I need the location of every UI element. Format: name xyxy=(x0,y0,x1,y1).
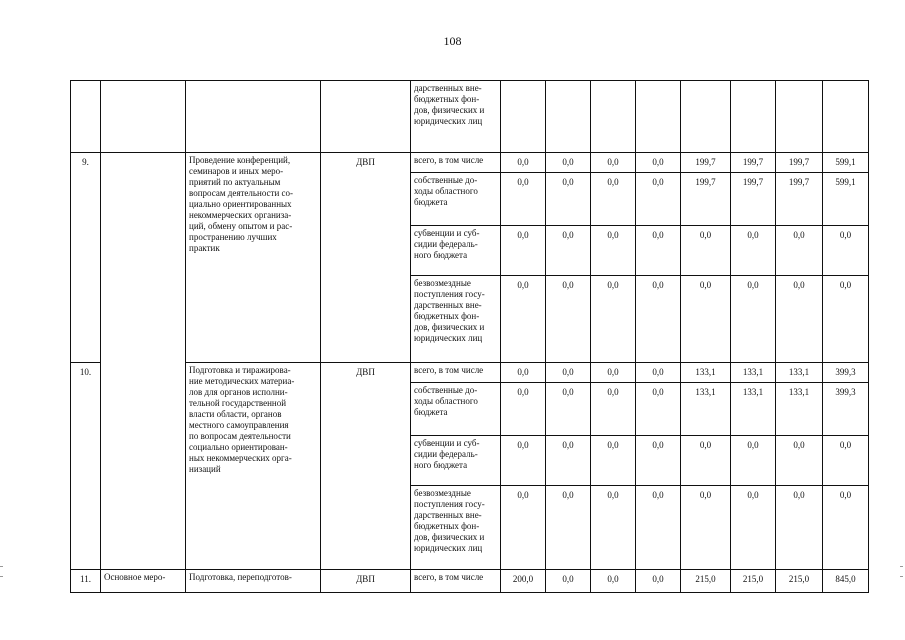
edge-mark xyxy=(0,566,3,567)
value-cell: 0,0 xyxy=(730,275,776,363)
value-cell: 133,1 xyxy=(680,362,731,383)
value-cell: 133,1 xyxy=(730,382,776,436)
value-cell: 0,0 xyxy=(590,382,636,436)
value-cell: 0,0 xyxy=(822,435,869,486)
value-cell: 0,0 xyxy=(822,485,869,570)
value-cell: 0,0 xyxy=(680,485,731,570)
value-cell: 0,0 xyxy=(500,485,546,570)
value-cell: 0,0 xyxy=(500,225,546,276)
value-cell: 0,0 xyxy=(775,275,823,363)
value-cell: 0,0 xyxy=(635,382,681,436)
event-cell-top xyxy=(100,80,186,153)
value-cell: 0,0 xyxy=(500,172,546,226)
source-cell: безвозмездные поступления госу- дарственных вне- бюджетных фон- дов, физических и юридических лиц xyxy=(410,275,501,363)
source-cell: собственные до- ходы областного бюджета xyxy=(410,172,501,226)
value-cell: 0,0 xyxy=(590,275,636,363)
activity-cell: Подготовка и тиражирова- ние методических материа- лов для органов исполни- тельной государственной власти области, органов местного самоуправления по вопросам деятельности социально ориентирован- ных некоммерческих орга- низаций xyxy=(185,362,321,570)
value-cell: 199,7 xyxy=(775,152,823,173)
value-cell-top xyxy=(775,80,823,153)
executor-cell: ДВП xyxy=(320,152,411,363)
value-cell: 199,7 xyxy=(730,172,776,226)
value-cell: 133,1 xyxy=(775,362,823,383)
edge-mark xyxy=(0,576,3,577)
value-cell: 0,0 xyxy=(545,435,591,486)
value-cell: 0,0 xyxy=(680,275,731,363)
value-cell-top xyxy=(822,80,869,153)
value-cell: 0,0 xyxy=(545,275,591,363)
row-index: 10. xyxy=(70,362,101,570)
value-cell: 0,0 xyxy=(545,485,591,570)
value-cell: 0,0 xyxy=(680,435,731,486)
value-cell: 0,0 xyxy=(500,362,546,383)
index-cell-top xyxy=(70,80,101,153)
value-cell: 0,0 xyxy=(545,569,591,593)
value-cell: 0,0 xyxy=(730,225,776,276)
value-cell: 0,0 xyxy=(545,362,591,383)
row-index: 9. xyxy=(70,152,101,363)
value-cell: 0,0 xyxy=(545,382,591,436)
value-cell: 199,7 xyxy=(680,172,731,226)
source-cell-top: дарственных вне- бюджетных фон- дов, физических и юридических лиц xyxy=(410,80,501,153)
executor-cell: ДВП xyxy=(320,569,411,593)
value-cell: 200,0 xyxy=(500,569,546,593)
value-cell: 0,0 xyxy=(590,362,636,383)
value-cell: 199,7 xyxy=(730,152,776,173)
value-cell: 133,1 xyxy=(680,382,731,436)
value-cell: 0,0 xyxy=(680,225,731,276)
event-cell: Основное меро- xyxy=(100,569,186,593)
value-cell: 0,0 xyxy=(730,435,776,486)
value-cell: 0,0 xyxy=(775,485,823,570)
value-cell: 0,0 xyxy=(590,152,636,173)
value-cell: 0,0 xyxy=(500,382,546,436)
value-cell: 0,0 xyxy=(635,225,681,276)
value-cell: 0,0 xyxy=(545,152,591,173)
event-cell-merged xyxy=(100,152,186,570)
value-cell-top xyxy=(590,80,636,153)
value-cell: 0,0 xyxy=(775,435,823,486)
row-index: 11. xyxy=(70,569,101,593)
value-cell: 0,0 xyxy=(635,485,681,570)
activity-cell-top xyxy=(185,80,321,153)
value-cell: 0,0 xyxy=(635,569,681,593)
value-cell: 0,0 xyxy=(822,275,869,363)
value-cell: 399,3 xyxy=(822,362,869,383)
value-cell: 0,0 xyxy=(590,172,636,226)
source-cell: собственные до- ходы областного бюджета xyxy=(410,382,501,436)
value-cell: 0,0 xyxy=(730,485,776,570)
value-cell-top xyxy=(545,80,591,153)
edge-mark xyxy=(900,566,903,567)
page-number: 108 xyxy=(443,34,462,48)
source-cell: безвозмездные поступления госу- дарственных вне- бюджетных фон- дов, физических и юридических лиц xyxy=(410,485,501,570)
value-cell: 0,0 xyxy=(590,485,636,570)
value-cell: 0,0 xyxy=(590,225,636,276)
source-cell: субвенции и суб- сидии федераль- ного бюджета xyxy=(410,225,501,276)
value-cell: 215,0 xyxy=(730,569,776,593)
value-cell-top xyxy=(500,80,546,153)
source-cell: всего, в том числе xyxy=(410,152,501,173)
value-cell: 599,1 xyxy=(822,152,869,173)
value-cell: 0,0 xyxy=(635,172,681,226)
value-cell-top xyxy=(635,80,681,153)
source-cell: всего, в том числе xyxy=(410,569,501,593)
value-cell: 0,0 xyxy=(635,362,681,383)
value-cell: 199,7 xyxy=(775,172,823,226)
value-cell: 399,3 xyxy=(822,382,869,436)
activity-cell: Проведение конференций, семинаров и иных меро- приятий по актуальным вопросам деятельности со- циально ориентированных некоммерческих организа- ций, обмену опытом и рас- пространению лучших практик xyxy=(185,152,321,363)
value-cell: 845,0 xyxy=(822,569,869,593)
value-cell-top xyxy=(680,80,731,153)
value-cell: 0,0 xyxy=(822,225,869,276)
value-cell: 0,0 xyxy=(500,435,546,486)
value-cell: 0,0 xyxy=(545,172,591,226)
value-cell: 199,7 xyxy=(680,152,731,173)
value-cell: 215,0 xyxy=(680,569,731,593)
budget-table xyxy=(70,80,868,592)
value-cell-top xyxy=(730,80,776,153)
activity-cell: Подготовка, переподготов- xyxy=(185,569,321,593)
value-cell: 215,0 xyxy=(775,569,823,593)
value-cell: 0,0 xyxy=(590,569,636,593)
value-cell: 0,0 xyxy=(775,225,823,276)
value-cell: 0,0 xyxy=(590,435,636,486)
value-cell: 0,0 xyxy=(500,152,546,173)
executor-cell: ДВП xyxy=(320,362,411,570)
source-cell: субвенции и суб- сидии федераль- ного бюджета xyxy=(410,435,501,486)
value-cell: 133,1 xyxy=(775,382,823,436)
value-cell: 0,0 xyxy=(500,275,546,363)
value-cell: 0,0 xyxy=(635,275,681,363)
value-cell: 0,0 xyxy=(635,152,681,173)
value-cell: 0,0 xyxy=(545,225,591,276)
edge-mark xyxy=(900,576,903,577)
value-cell: 599,1 xyxy=(822,172,869,226)
value-cell: 0,0 xyxy=(635,435,681,486)
value-cell: 133,1 xyxy=(730,362,776,383)
source-cell: всего, в том числе xyxy=(410,362,501,383)
executor-cell-top xyxy=(320,80,411,153)
